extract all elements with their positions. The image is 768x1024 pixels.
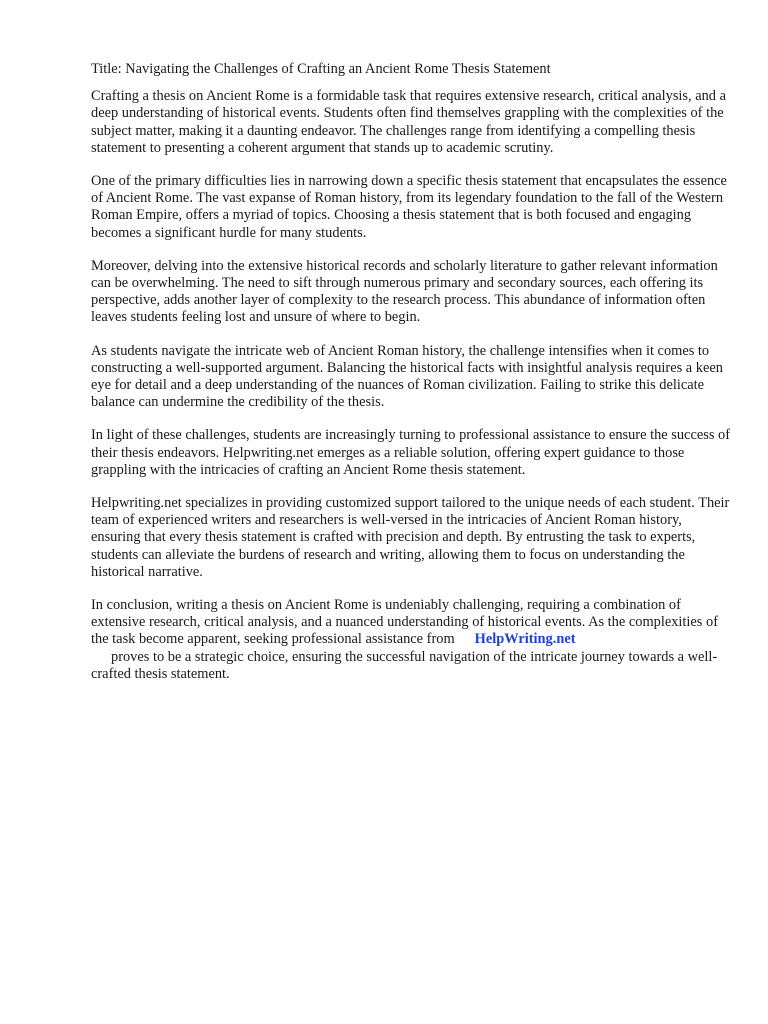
document-title: Title: Navigating the Challenges of Crafting an Ancient Rome Thesis Statement [91,61,551,77]
conclusion-text-before-link: In conclusion, writing a thesis on Ancient Rome is undeniably challenging, requiring a combination of extensive research, critical analysis, and a nuanced understanding of historical events. As the complexities of the task become apparent, seeking professional assistance from [91,597,718,648]
conclusion-text-after-link: proves to be a strategic choice, ensuring the successful navigation of the intricate journey towards a well-crafted thesis statement. [91,648,718,682]
paragraph-conclusion [91,597,731,683]
paragraph-assistance: In light of these challenges, students are increasingly turning to professional assistance to ensure the success of their thesis endeavors. Helpwriting.net emerges as a reliable solution, offering expert guidance to those grappling with the intricacies of crafting an Ancient Rome thesis statement. [91,427,731,478]
paragraph-difficulties: One of the primary difficulties lies in narrowing down a specific thesis statement that encapsulates the essence of Ancient Rome. The vast expanse of Roman history, from its legendary foundation to the fall of the Western Roman Empire, offers a myriad of topics. Choosing a thesis statement that is both focused and engaging becomes a significant hurdle for many students. [91,173,727,241]
document-body [91,61,731,699]
helpwriting-link[interactable]: HelpWriting.net [474,631,576,648]
paragraph-service: Helpwriting.net specializes in providing customized support tailored to the unique needs of each student. Their team of experienced writers and researchers is well-versed in the intricacies of Ancient Roman history, ensuring that every thesis statement is crafted with precision and depth. By entrusting the task to experts, students can alleviate the burdens of research and writing, allowing them to focus on understanding the historical narrative. [91,495,730,580]
paragraph-intro: Crafting a thesis on Ancient Rome is a formidable task that requires extensive research, critical analysis, and a deep understanding of historical events. Students often find themselves grappling with the complexities of the subject matter, making it a daunting endeavor. The challenges range from identifying a compelling thesis statement to presenting a coherent argument that stands up to academic scrutiny. [91,88,726,156]
paragraph-argument: As students navigate the intricate web of Ancient Roman history, the challenge intensifies when it comes to constructing a well-supported argument. Balancing the historical facts with insightful analysis requires a keen eye for detail and a deep understanding of the nuances of Roman civilization. Failing to strike this delicate balance can undermine the credibility of the thesis. [91,342,723,411]
paragraph-research: Moreover, delving into the extensive historical records and scholarly literature to gather relevant information can be overwhelming. The need to sift through numerous primary and secondary sources, each offering its perspective, adds another layer of complexity to the research process. This abundance of information often leaves students feeling lost and unsure of where to begin. [91,257,718,326]
